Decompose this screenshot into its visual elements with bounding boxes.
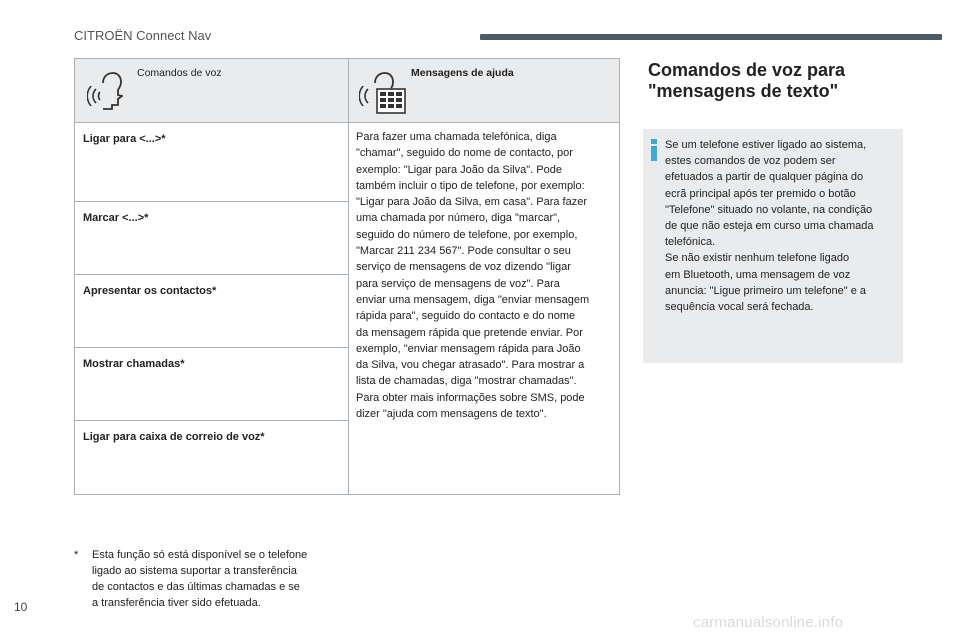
header-commands-label: Comandos de voz [137,67,222,79]
info-line: "Telefone" situado no volante, na condição [665,203,873,216]
help-line: da mensagem rápida que pretende enviar. Por [356,326,583,339]
info-line: anuncia: "Ligue primeiro um telefone" e a [665,284,867,297]
footnote-line: Esta função só está disponível se o telefone [92,549,308,561]
help-line: seguido do número de telefone, por exemplo, [356,228,578,241]
help-line: exemplo: "Ligar para João da Silva". Pode [356,163,562,176]
command-label: Ligar para caixa de correio de voz* [83,431,265,443]
help-line: dizer "ajuda com mensagens de texto". [356,408,547,421]
help-line: enviar uma mensagem, diga "enviar mensagem [356,293,590,306]
command-row [75,123,348,195]
command-label: Apresentar os contactos* [83,285,217,297]
command-row [75,347,348,420]
command-row [75,274,348,347]
voice-commands-table [74,58,620,495]
column-divider [348,59,349,494]
command-row [75,420,348,494]
command-label: Mostrar chamadas* [83,358,185,370]
info-line: Se um telefone estiver ligado ao sistema, [665,139,867,151]
footnote-line: a transferência tiver sido efetuada. [92,597,261,609]
help-line: da Silva, vou chegar atrasado". Para mostrar a [356,359,585,372]
header-bar [480,34,942,40]
footnote [74,547,364,611]
table-header-row [75,59,619,123]
info-icon [649,139,659,161]
header-cell-commands [75,59,348,123]
voice-keypad-icon [359,71,407,115]
footnote-line: de contactos e das últimas chamadas e se [92,581,300,593]
help-line: "Ligar para João da Silva, em casa". Para fazer [356,196,587,209]
info-line: em Bluetooth, uma mensagem de voz [665,268,851,281]
help-line: para serviço de mensagens de voz". Para [356,277,560,290]
info-line: sequência vocal será fechada. [665,301,814,314]
info-text [665,137,899,315]
help-line: "Marcar 211 234 567". Pode consultar o seu [356,245,571,258]
info-line: Se não existir nenhum telefone ligado [665,252,850,265]
watermark: carmanualsonline.info [693,614,844,631]
voice-command-icon [87,71,123,111]
footnote-marker: * [74,549,79,561]
section-title-line: "mensagens de texto" [648,81,839,101]
info-box [643,129,903,363]
help-line: Para obter mais informações sobre SMS, pode [356,391,585,404]
header-help-label: Mensagens de ajuda [411,67,514,79]
footnote-line: ligado ao sistema suportar a transferência [92,565,297,577]
command-label: Marcar <...>* [83,212,149,224]
help-line: exemplo, "enviar mensagem rápida para João [356,342,581,355]
info-line: de que não esteja em curso uma chamada [665,220,874,233]
help-message-cell [356,129,616,422]
info-line: efetuados a partir de qualquer página do [665,171,864,184]
section-title [648,60,908,102]
help-line: uma chamada por número, diga "marcar", [356,212,561,225]
info-line: estes comandos de voz podem ser [665,155,836,168]
info-line: telefónica. [665,236,716,249]
help-line: também incluir o tipo de telefone, por exemplo: [356,179,585,192]
header-cell-help [349,59,619,123]
help-line: rápida para", seguido do contacto e do nome [356,310,576,323]
command-label: Ligar para <...>* [83,133,166,145]
command-row [75,201,348,274]
page-number: 10 [14,600,28,614]
help-line: serviço de mensagens de voz dizendo "ligar [356,261,571,274]
help-line: lista de chamadas, diga "mostrar chamadas". [356,375,577,388]
section-title-line: Comandos de voz para [648,60,846,80]
running-header-title: CITROËN Connect Nav [74,28,212,43]
help-line: "chamar", seguido do nome de contacto, por [356,147,573,160]
info-line: ecrã principal após ter premido o botão [665,187,856,200]
help-line: Para fazer uma chamada telefónica, diga [356,131,557,143]
